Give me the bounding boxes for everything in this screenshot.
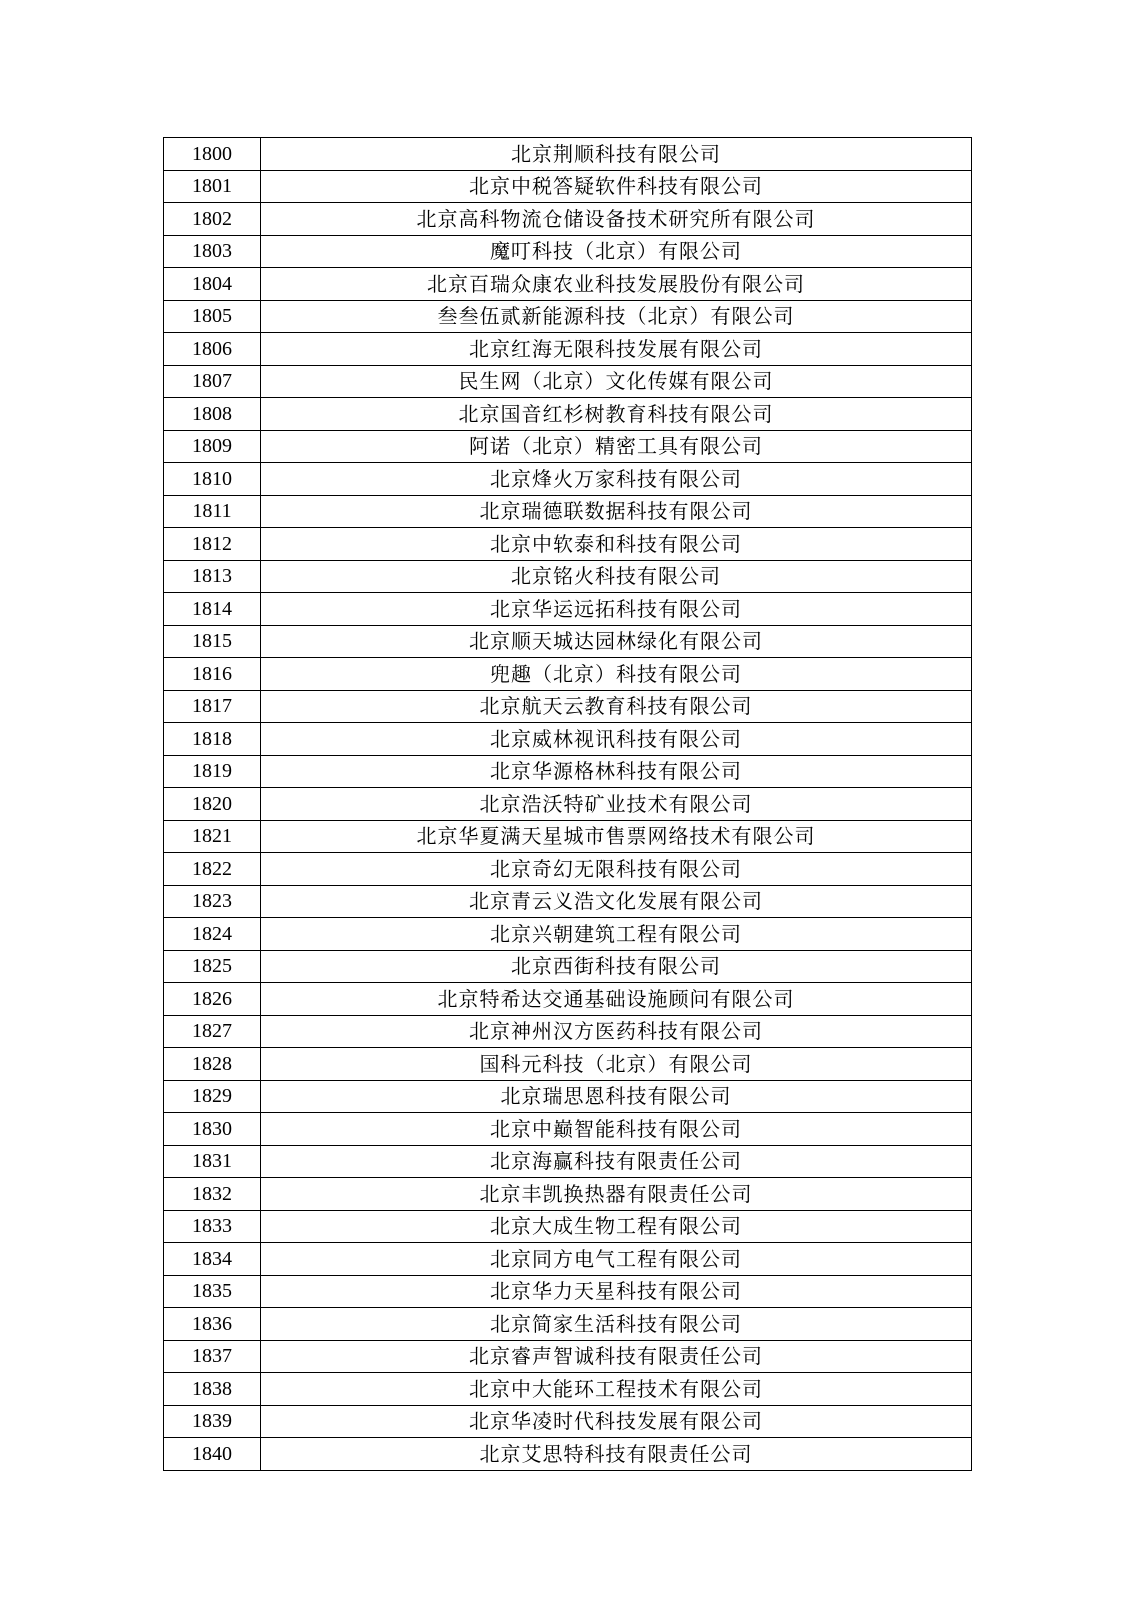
table-row (164, 1178, 972, 1211)
table-row (164, 755, 972, 788)
table-row (164, 235, 972, 268)
company-name: 北京华运远拓科技有限公司 (261, 593, 972, 626)
company-name: 北京高科物流仓储设备技术研究所有限公司 (261, 203, 972, 236)
table-row (164, 1243, 972, 1276)
table-row (164, 463, 972, 496)
row-number: 1814 (164, 593, 261, 626)
company-name: 北京简家生活科技有限公司 (261, 1308, 972, 1341)
row-number: 1821 (164, 820, 261, 853)
company-name: 北京艾思特科技有限责任公司 (261, 1438, 972, 1471)
company-name: 国科元科技（北京）有限公司 (261, 1048, 972, 1081)
table-row (164, 138, 972, 171)
table-row (164, 1308, 972, 1341)
company-name: 北京大成生物工程有限公司 (261, 1210, 972, 1243)
company-name: 北京烽火万家科技有限公司 (261, 463, 972, 496)
table-row (164, 1405, 972, 1438)
table-row (164, 625, 972, 658)
row-number: 1817 (164, 690, 261, 723)
company-table (163, 137, 972, 1471)
table-row (164, 788, 972, 821)
row-number: 1815 (164, 625, 261, 658)
row-number: 1823 (164, 885, 261, 918)
table-row (164, 203, 972, 236)
table-row (164, 333, 972, 366)
table-row (164, 365, 972, 398)
company-name: 北京国音红杉树教育科技有限公司 (261, 398, 972, 431)
table-row (164, 170, 972, 203)
row-number: 1806 (164, 333, 261, 366)
row-number: 1830 (164, 1113, 261, 1146)
table-row (164, 723, 972, 756)
table-row (164, 1113, 972, 1146)
company-name: 北京华力天星科技有限公司 (261, 1275, 972, 1308)
row-number: 1807 (164, 365, 261, 398)
table-row (164, 495, 972, 528)
company-name: 北京西街科技有限公司 (261, 950, 972, 983)
company-name: 北京睿声智诚科技有限责任公司 (261, 1340, 972, 1373)
table-row (164, 593, 972, 626)
table-row (164, 528, 972, 561)
company-name: 北京神州汉方医药科技有限公司 (261, 1015, 972, 1048)
company-name: 北京航天云教育科技有限公司 (261, 690, 972, 723)
table-row (164, 300, 972, 333)
row-number: 1804 (164, 268, 261, 301)
table-row (164, 1373, 972, 1406)
row-number: 1837 (164, 1340, 261, 1373)
row-number: 1828 (164, 1048, 261, 1081)
row-number: 1831 (164, 1145, 261, 1178)
company-name: 北京华凌时代科技发展有限公司 (261, 1405, 972, 1438)
row-number: 1803 (164, 235, 261, 268)
company-name: 北京青云义浩文化发展有限公司 (261, 885, 972, 918)
company-name: 北京华源格林科技有限公司 (261, 755, 972, 788)
row-number: 1836 (164, 1308, 261, 1341)
row-number: 1809 (164, 430, 261, 463)
table-row (164, 1438, 972, 1471)
table-row (164, 885, 972, 918)
row-number: 1813 (164, 560, 261, 593)
company-name: 北京中税答疑软件科技有限公司 (261, 170, 972, 203)
row-number: 1824 (164, 918, 261, 951)
company-name: 北京中巅智能科技有限公司 (261, 1113, 972, 1146)
row-number: 1811 (164, 495, 261, 528)
table-row (164, 820, 972, 853)
row-number: 1801 (164, 170, 261, 203)
row-number: 1808 (164, 398, 261, 431)
table-row (164, 1080, 972, 1113)
row-number: 1805 (164, 300, 261, 333)
company-name: 北京荆顺科技有限公司 (261, 138, 972, 171)
row-number: 1829 (164, 1080, 261, 1113)
company-name: 北京瑞思恩科技有限公司 (261, 1080, 972, 1113)
table-row (164, 1015, 972, 1048)
row-number: 1820 (164, 788, 261, 821)
company-name: 叁叁伍贰新能源科技（北京）有限公司 (261, 300, 972, 333)
company-name: 北京奇幻无限科技有限公司 (261, 853, 972, 886)
company-name: 北京瑞德联数据科技有限公司 (261, 495, 972, 528)
company-name: 北京丰凯换热器有限责任公司 (261, 1178, 972, 1211)
company-name: 北京特希达交通基础设施顾问有限公司 (261, 983, 972, 1016)
table-row (164, 983, 972, 1016)
table-row (164, 398, 972, 431)
company-name: 北京兴朝建筑工程有限公司 (261, 918, 972, 951)
table-row (164, 560, 972, 593)
table-row (164, 658, 972, 691)
row-number: 1802 (164, 203, 261, 236)
row-number: 1810 (164, 463, 261, 496)
company-name: 北京华夏满天星城市售票网络技术有限公司 (261, 820, 972, 853)
company-name: 魔叮科技（北京）有限公司 (261, 235, 972, 268)
row-number: 1818 (164, 723, 261, 756)
row-number: 1819 (164, 755, 261, 788)
company-name: 北京红海无限科技发展有限公司 (261, 333, 972, 366)
row-number: 1840 (164, 1438, 261, 1471)
company-name: 北京中大能环工程技术有限公司 (261, 1373, 972, 1406)
table-row (164, 950, 972, 983)
company-name: 北京顺天城达园林绿化有限公司 (261, 625, 972, 658)
row-number: 1833 (164, 1210, 261, 1243)
table-row (164, 853, 972, 886)
row-number: 1827 (164, 1015, 261, 1048)
company-name: 北京海赢科技有限责任公司 (261, 1145, 972, 1178)
row-number: 1834 (164, 1243, 261, 1276)
table-row (164, 1048, 972, 1081)
row-number: 1838 (164, 1373, 261, 1406)
company-name: 民生网（北京）文化传媒有限公司 (261, 365, 972, 398)
company-name: 北京百瑞众康农业科技发展股份有限公司 (261, 268, 972, 301)
row-number: 1822 (164, 853, 261, 886)
table-row (164, 918, 972, 951)
company-name: 阿诺（北京）精密工具有限公司 (261, 430, 972, 463)
table-row (164, 1145, 972, 1178)
company-name: 兜趣（北京）科技有限公司 (261, 658, 972, 691)
row-number: 1832 (164, 1178, 261, 1211)
company-name: 北京中软泰和科技有限公司 (261, 528, 972, 561)
row-number: 1812 (164, 528, 261, 561)
table-row (164, 1210, 972, 1243)
company-name: 北京铭火科技有限公司 (261, 560, 972, 593)
company-name: 北京威林视讯科技有限公司 (261, 723, 972, 756)
table-row (164, 268, 972, 301)
row-number: 1800 (164, 138, 261, 171)
row-number: 1816 (164, 658, 261, 691)
row-number: 1839 (164, 1405, 261, 1438)
table-row (164, 690, 972, 723)
company-name: 北京浩沃特矿业技术有限公司 (261, 788, 972, 821)
company-name: 北京同方电气工程有限公司 (261, 1243, 972, 1276)
row-number: 1835 (164, 1275, 261, 1308)
table-row (164, 1340, 972, 1373)
row-number: 1825 (164, 950, 261, 983)
company-table-body (164, 138, 972, 1471)
row-number: 1826 (164, 983, 261, 1016)
table-row (164, 1275, 972, 1308)
table-row (164, 430, 972, 463)
